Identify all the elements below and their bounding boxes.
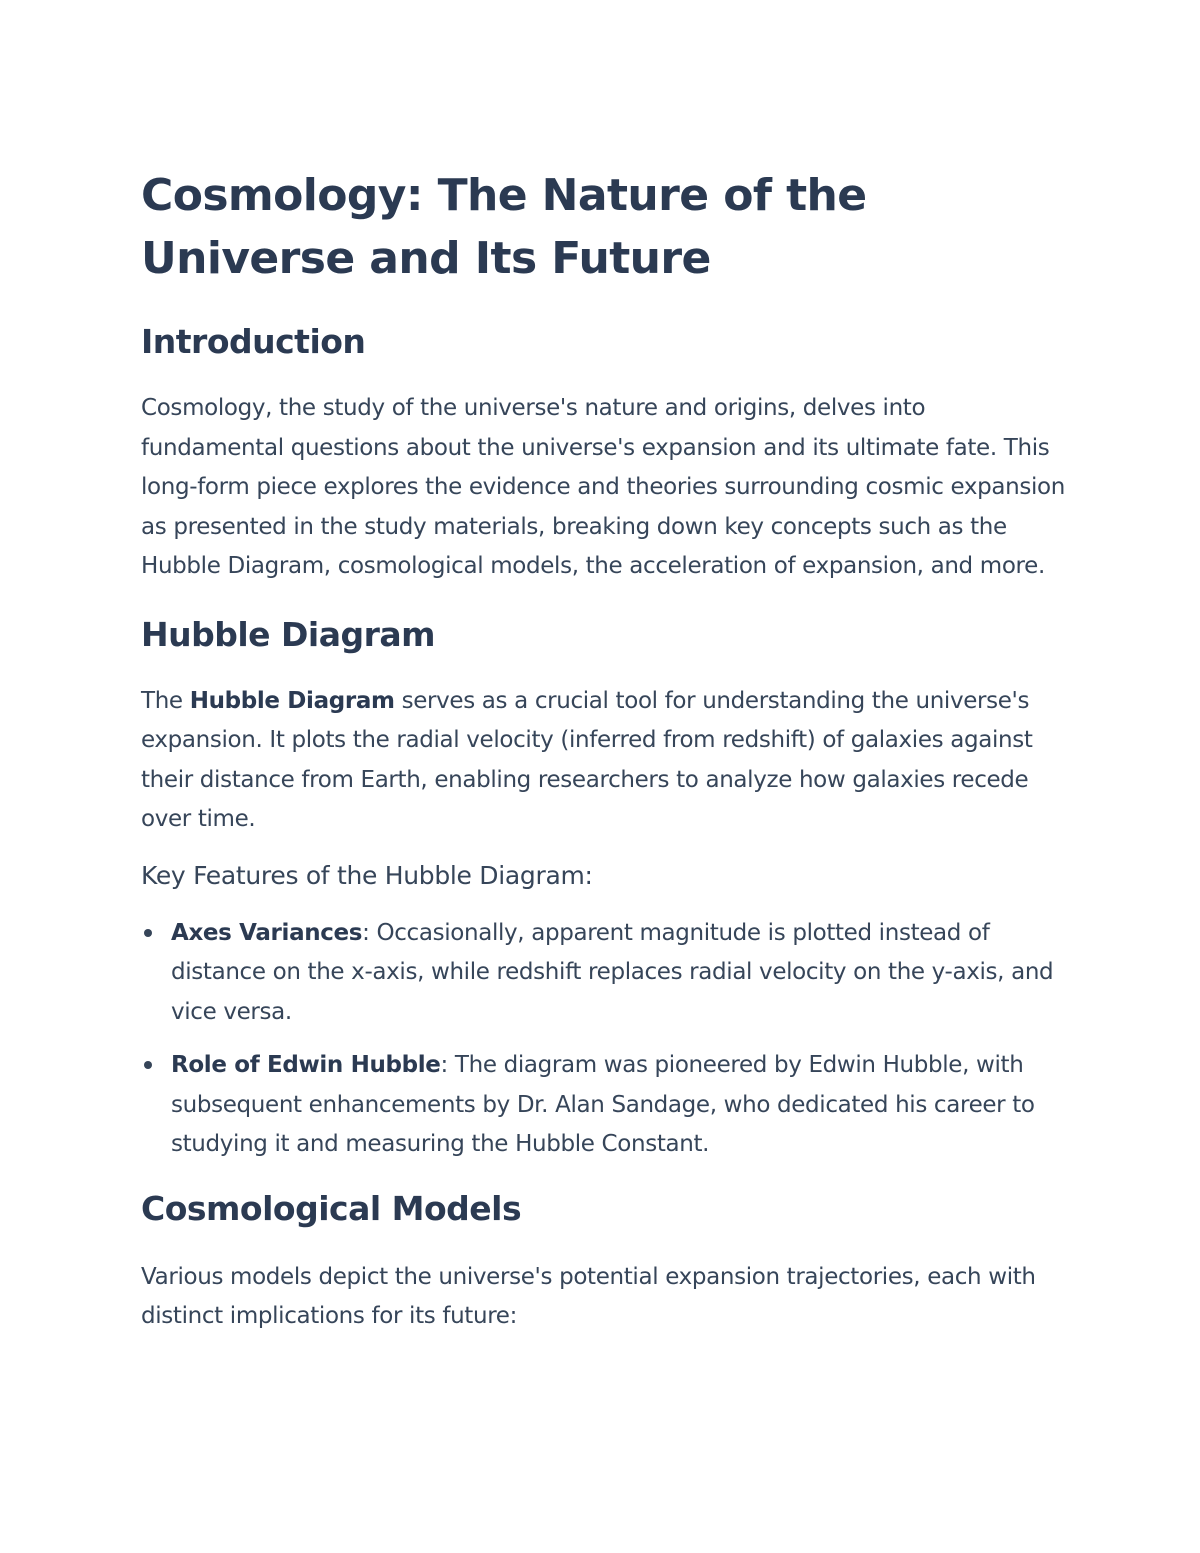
- hubble-paragraph-bold-term: Hubble Diagram: [189, 687, 395, 714]
- key-features-list: [141, 914, 1070, 1165]
- hubble-diagram-paragraph: [141, 682, 1070, 840]
- bullet-icon: [144, 929, 152, 937]
- section-heading-hubble-diagram: Hubble Diagram: [141, 614, 436, 654]
- list-item: [141, 1046, 1070, 1165]
- list-item: [141, 914, 1070, 1033]
- introduction-paragraph: Cosmology, the study of the universe's nature and origins, delves into fundamental questions about the universe's expansion and its ultimate fate. This long-form piece explores the evidence and theories surrounding cosmic expansion as presented in the study materials, breaking down key concepts such as the Hubble Diagram, cosmological models, the acceleration of expansion, and more.: [141, 395, 1065, 579]
- hubble-paragraph-prefix: The: [141, 687, 190, 714]
- feature-description: : The diagram was pioneered by Edwin Hubble, with subsequent enhancements by Dr. Alan Sandage, who dedicated his career to studying it and measuring the Hubble Constant.: [171, 1052, 1035, 1157]
- hubble-paragraph-rest: serves as a crucial tool for understanding the universe's expansion. It plots the radial velocity (inferred from redshift) of galaxies against their distance from Earth, enabling researchers to analyze how galaxies recede over time.: [141, 687, 1033, 832]
- page-title: Cosmology: The Nature of the Universe and Its Future: [141, 170, 867, 284]
- bullet-icon: [144, 1061, 152, 1069]
- subheading-key-features: Key Features of the Hubble Diagram:: [141, 860, 593, 890]
- feature-term: Axes Variances: [171, 919, 363, 946]
- feature-description: : Occasionally, apparent magnitude is plotted instead of distance on the x-axis, while redshift replaces radial velocity on the y-axis, and vice versa.: [171, 919, 1054, 1025]
- feature-term: Role of Edwin Hubble: [171, 1052, 441, 1078]
- cosmological-models-paragraph: Various models depict the universe's potential expansion trajectories, each with distinct implications for its future:: [141, 1263, 1036, 1329]
- section-heading-introduction: Introduction: [141, 322, 366, 361]
- section-heading-cosmological-models: Cosmological Models: [141, 1188, 522, 1228]
